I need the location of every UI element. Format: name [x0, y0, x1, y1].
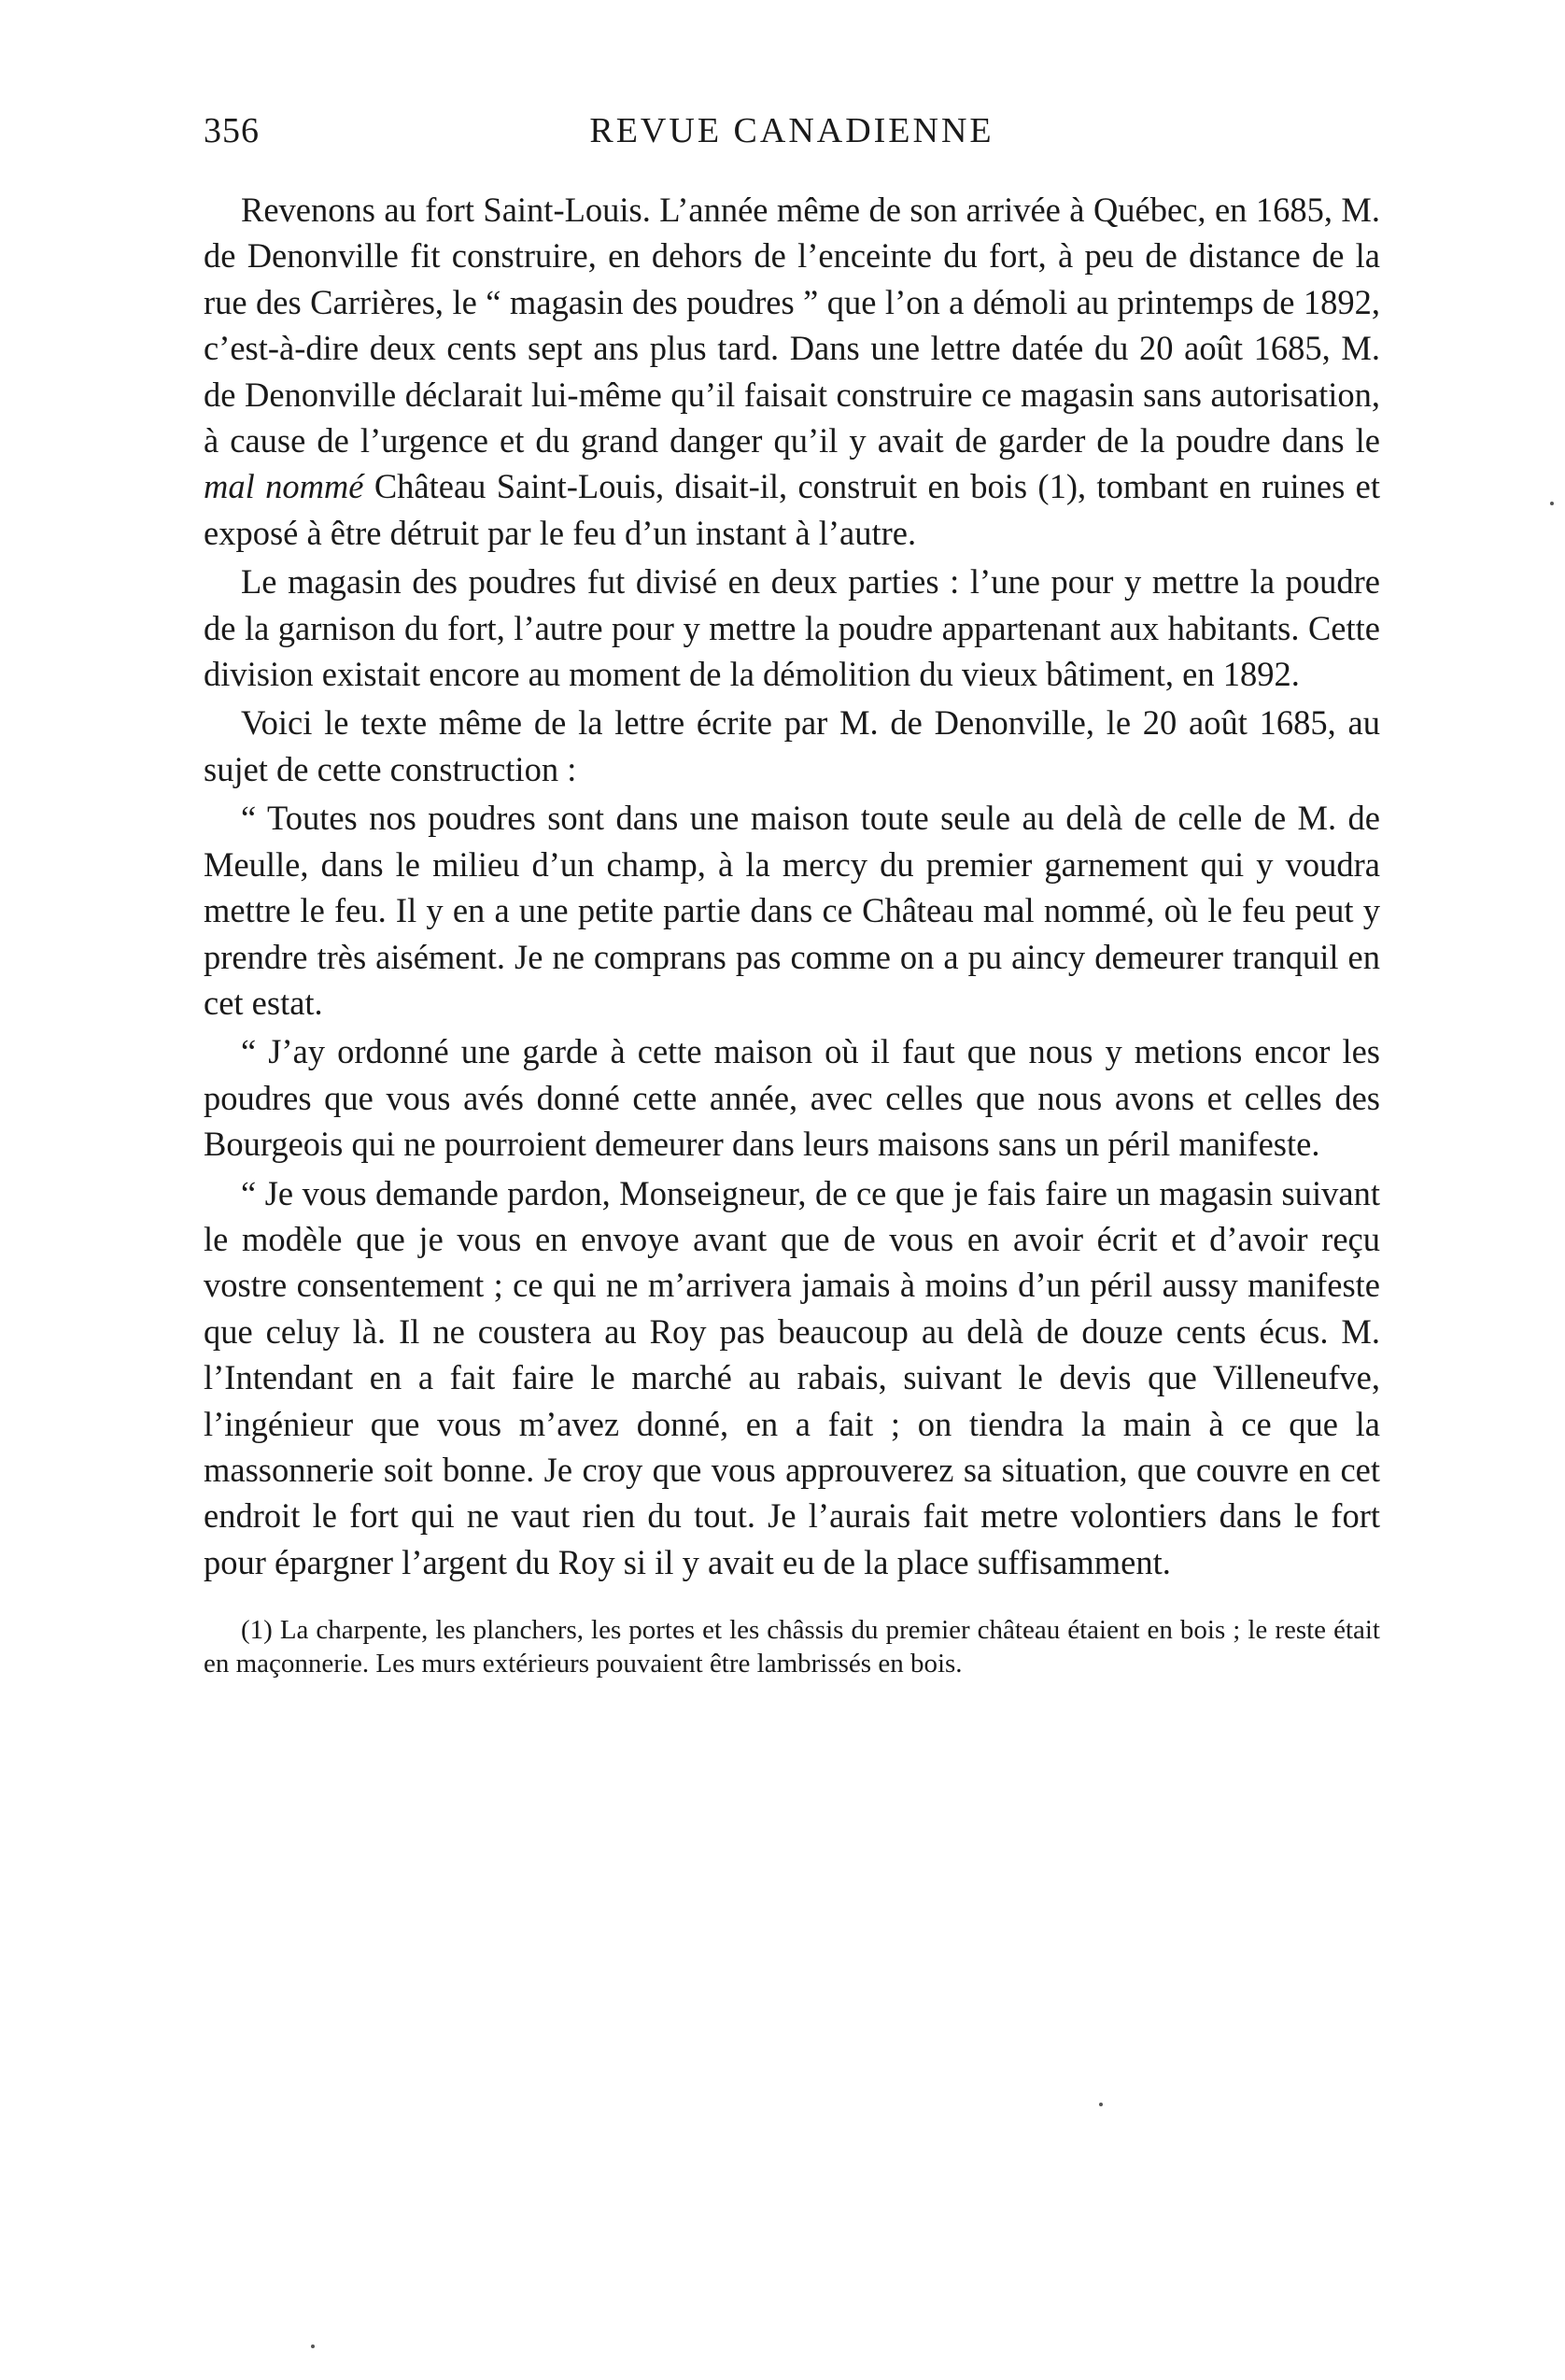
print-speck — [1550, 502, 1554, 505]
running-head — [204, 110, 1380, 166]
footnote: (1) La charpente, les planchers, les portes et les châssis du premier château étaient en bois ; le reste était en maçonnerie. Les murs extérieurs pouvaient être lambrissés en bois. — [204, 1615, 1380, 1679]
journal-title: REVUE CANADIENNE — [589, 111, 994, 150]
print-speck — [311, 2345, 315, 2348]
paragraph-quote-poudres: “ Toutes nos poudres sont dans une maison toute seule au delà de celle de M. de Meulle, dans le milieu d’un champ, à la mercy du premier garnement qui y voudra mettre le feu. Il y en a une petite partie dans ce Château mal nommé, où le feu peut y prendre très aisément. Je ne comprans pas comme on a pu aincy demeurer tranquil en cet estat. — [204, 799, 1380, 1022]
paragraph-fort-saint-louis — [204, 187, 1380, 556]
print-speck — [1099, 2103, 1103, 2106]
paragraph-quote-garde: “ J’ay ordonné une garde à cette maison où il faut que nous y metions encor les poudres que vous avés donné cette année, avec celles que nous avons et celles des Bourgeois qui ne pourroient demeurer dans leurs maisons sans un péril manifeste. — [204, 1032, 1380, 1164]
paragraph-text: Revenons au fort Saint-Louis. L’année même de son arrivée à Québec, en 1685, M. de Denonville fit construire, en dehors de l’enceinte du fort, à peu de distance de la rue des Carrières, le “ magasin des poudres ” que l’on a démoli au printemps de 1892, c’est-à-dire deux cents sept ans plus tard. Dans une lettre datée du 20 août 1685, M. de Denonville déclarait lui-même qu’il faisait construire ce magasin sans autorisation, à cause de l’urgence et du grand danger qu’il y avait de garder de la poudre dans le — [204, 191, 1380, 460]
paragraph-quote-pardon: “ Je vous demande pardon, Monseigneur, de ce que je fais faire un magasin suivant le modèle que je vous en envoye avant que de vous en avoir écrit et d’avoir reçu vostre consentement ; ce qui ne m’arrivera jamais à moins d’un péril aussy manifeste que celuy là. Il ne coustera au Roy pas beaucoup au delà de douze cents écus. M. l’Intendant en a fait faire le marché au rabais, suivant le devis que Villeneufve, l’ingénieur que vous m’avez donné, en a fait ; on tiendra la main à ce que la massonnerie soit bonne. Je croy que vous approuverez sa situation, que couvre en cet endroit le fort qui ne vaut rien du tout. Je l’aurais fait metre volontiers dans le fort pour épargner l’argent du Roy si il y avait eu de la place suffisamment. — [204, 1173, 1380, 1581]
italic-phrase: mal nommé — [204, 467, 364, 506]
paragraph-lettre-intro: Voici le texte même de la lettre écrite par M. de Denonville, le 20 août 1685, au sujet de cette construction : — [204, 703, 1380, 788]
body-text — [204, 187, 1380, 1585]
page-number: 356 — [204, 111, 260, 150]
paragraph-text: Château Saint-Louis, disait-il, construit en bois (1), tombant en ruines et exposé à être détruit par le feu d’un instant à l’autre. — [204, 467, 1381, 552]
paragraph-magasin-division: Le magasin des poudres fut divisé en deux parties : l’une pour y mettre la poudre de la garnison du fort, l’autre pour y mettre la poudre appartenant aux habitants. Cette division existait encore au moment de la démolition du vieux bâtiment, en 1892. — [204, 562, 1380, 694]
page — [204, 110, 1380, 1680]
